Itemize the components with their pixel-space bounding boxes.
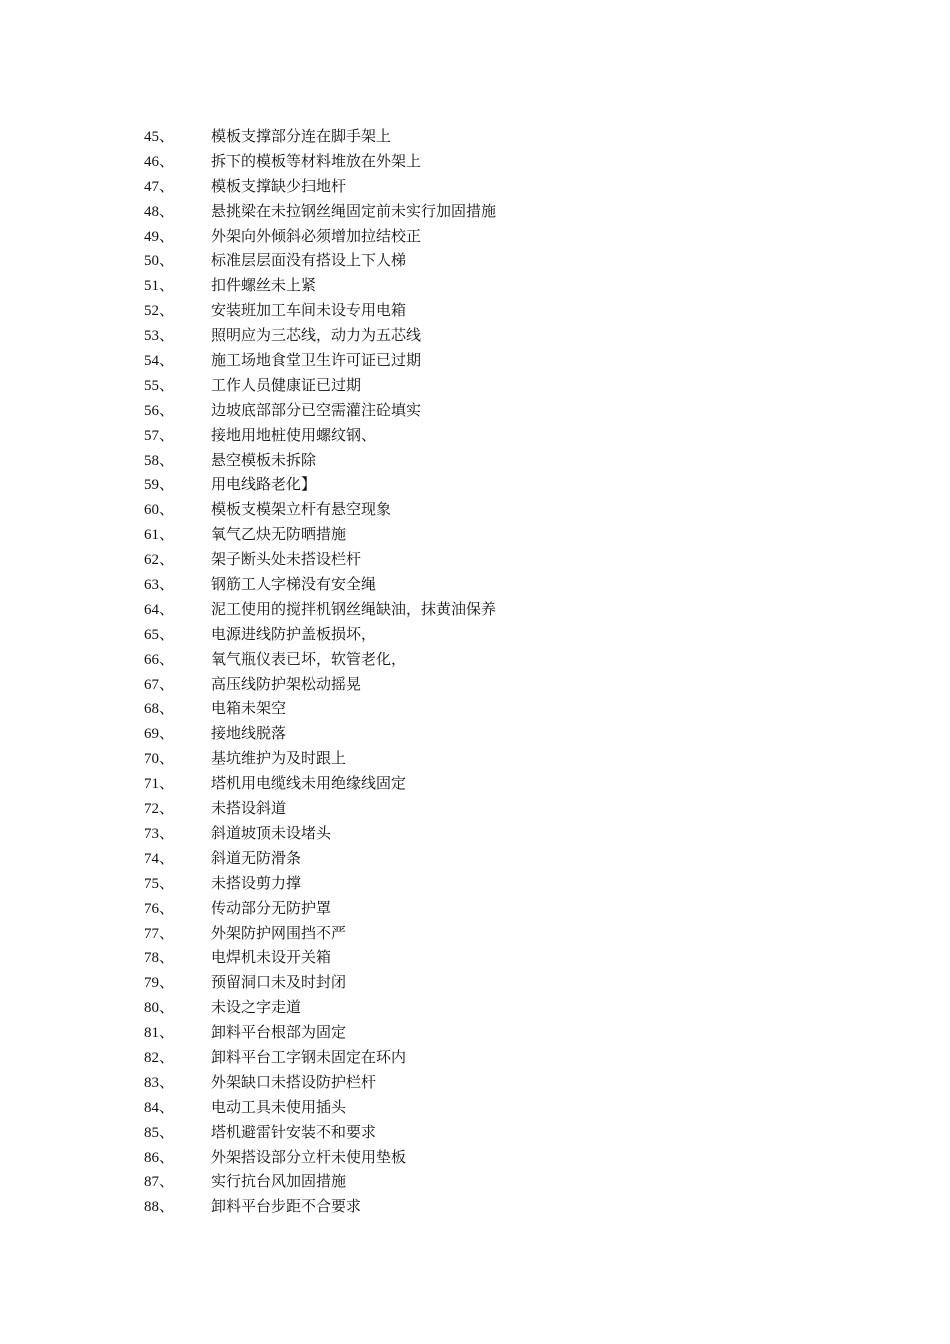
item-number: 83、: [144, 1074, 175, 1091]
item-number: 86、: [144, 1149, 175, 1166]
item-text: 模板支撑缺少扫地杆: [211, 176, 347, 195]
item-number: 66、: [144, 651, 175, 668]
item-number: 73、: [144, 825, 175, 842]
item-text: 卸料平台工字钢未固定在环内: [211, 1047, 407, 1066]
item-text: 预留洞口未及时封闭: [211, 973, 347, 992]
item-text: 工作人员健康证已过期: [211, 375, 362, 394]
item-text: 实行抗台风加固措施: [211, 1172, 347, 1191]
item-number: 47、: [144, 178, 175, 195]
item-text: 架子断头处未搭设栏杆: [211, 550, 362, 569]
item-number: 67、: [144, 676, 175, 693]
item-text: 电源进线防护盖板损坏，: [211, 624, 377, 643]
item-text: 泥工使用的搅拌机钢丝绳缺油，抹黄油保养: [211, 599, 497, 618]
list-item: [144, 821, 496, 846]
item-text: 外架向外倾斜必须增加拉结校正: [211, 226, 422, 245]
list-item: [144, 622, 496, 647]
list-item: [144, 1145, 496, 1170]
item-text: 基坑维护为及时跟上: [211, 749, 347, 768]
list-item: [144, 721, 496, 746]
item-text: 钢筋工人字梯没有安全绳: [211, 575, 377, 594]
item-number: 88、: [144, 1199, 175, 1216]
item-number: 51、: [144, 278, 175, 295]
list-item: [144, 373, 496, 398]
item-text: 外架防护网围挡不严: [211, 923, 347, 942]
item-text: 传动部分无防护罩: [211, 898, 332, 917]
list-item: [144, 547, 496, 572]
item-text: 扣件螺丝未上紧: [211, 276, 317, 295]
list-item: [144, 970, 496, 995]
list-item: [144, 995, 496, 1020]
item-text: 模板支模架立杆有悬空现象: [211, 500, 392, 519]
list-item: [144, 398, 496, 423]
item-number: 77、: [144, 925, 175, 942]
list-item: [144, 1194, 496, 1219]
item-number: 62、: [144, 552, 175, 569]
item-text: 斜道坡顶未设堵头: [211, 823, 332, 842]
item-text: 塔机用电缆线未用绝缘线固定: [211, 774, 407, 793]
item-number: 72、: [144, 801, 175, 818]
list-item: [144, 472, 496, 497]
list-item: [144, 896, 496, 921]
list-item: [144, 273, 496, 298]
item-number: 50、: [144, 253, 175, 270]
list-item: [144, 248, 496, 273]
item-text: 未搭设斜道: [211, 799, 287, 818]
item-number: 82、: [144, 1049, 175, 1066]
list-item: [144, 149, 496, 174]
item-number: 64、: [144, 601, 175, 618]
item-text: 外架搭设部分立杆未使用垫板: [211, 1147, 407, 1166]
item-text: 照明应为三芯线，动力为五芯线: [211, 326, 422, 345]
list-item: [144, 1070, 496, 1095]
item-number: 87、: [144, 1174, 175, 1191]
list-item: [144, 746, 496, 771]
item-number: 79、: [144, 975, 175, 992]
item-number: 71、: [144, 776, 175, 793]
item-text: 标准层层面没有搭设上下人梯: [211, 251, 407, 270]
item-text: 塔机避雷针安装不和要求: [211, 1122, 377, 1141]
list-item: [144, 448, 496, 473]
item-number: 49、: [144, 228, 175, 245]
item-text: 施工场地食堂卫生许可证已过期: [211, 351, 422, 370]
numbered-list: [144, 124, 496, 1219]
list-item: [144, 224, 496, 249]
list-item: [144, 174, 496, 199]
item-text: 悬空模板未拆除: [211, 450, 317, 469]
list-item: [144, 647, 496, 672]
list-item: [144, 597, 496, 622]
list-item: [144, 672, 496, 697]
item-text: 悬挑梁在未拉钢丝绳固定前未实行加固措施: [211, 201, 497, 220]
list-item: [144, 522, 496, 547]
item-text: 电箱未架空: [211, 699, 287, 718]
list-item: [144, 945, 496, 970]
list-item: [144, 323, 496, 348]
item-number: 56、: [144, 402, 175, 419]
list-item: [144, 1120, 496, 1145]
item-number: 80、: [144, 1000, 175, 1017]
list-item: [144, 1095, 496, 1120]
item-number: 81、: [144, 1025, 175, 1042]
item-text: 卸料平台根部为固定: [211, 1023, 347, 1042]
item-number: 68、: [144, 701, 175, 718]
item-number: 45、: [144, 129, 175, 145]
item-text: 未设之字走道: [211, 998, 302, 1017]
item-text: 高压线防护架松动摇晃: [211, 674, 362, 693]
item-number: 78、: [144, 950, 175, 967]
item-number: 60、: [144, 502, 175, 519]
list-item: [144, 1020, 496, 1045]
item-number: 63、: [144, 577, 175, 594]
item-number: 61、: [144, 527, 175, 544]
item-text: 模板支撑部分连在脚手架上: [211, 127, 392, 145]
item-number: 46、: [144, 153, 175, 170]
item-number: 76、: [144, 900, 175, 917]
item-number: 48、: [144, 203, 175, 220]
list-item: [144, 1169, 496, 1194]
item-text: 卸料平台步距不合要求: [211, 1197, 362, 1216]
item-text: 氧气瓶仪表已坏，软管老化，: [211, 649, 407, 668]
item-number: 59、: [144, 477, 175, 494]
item-text: 斜道无防滑条: [211, 848, 302, 867]
item-text: 外架缺口未搭设防护栏杆: [211, 1072, 377, 1091]
item-number: 53、: [144, 328, 175, 345]
item-number: 55、: [144, 377, 175, 394]
list-item: [144, 696, 496, 721]
item-text: 接地线脱落: [211, 724, 287, 743]
item-text: 电动工具未使用插头: [211, 1097, 347, 1116]
item-number: 65、: [144, 626, 175, 643]
list-item: [144, 1045, 496, 1070]
list-item: [144, 846, 496, 871]
item-number: 69、: [144, 726, 175, 743]
item-text: 电焊机未设开关箱: [211, 948, 332, 967]
item-text: 氧气乙炔无防晒措施: [211, 525, 347, 544]
item-text: 边坡底部部分已空需灌注砼填实: [211, 400, 422, 419]
list-item: [144, 199, 496, 224]
item-text: 拆下的模板等材料堆放在外架上: [211, 151, 422, 170]
list-item: [144, 423, 496, 448]
list-item: [144, 298, 496, 323]
item-number: 52、: [144, 303, 175, 320]
list-item: [144, 497, 496, 522]
item-text: 用电线路老化】: [211, 475, 317, 494]
item-number: 75、: [144, 875, 175, 892]
item-number: 58、: [144, 452, 175, 469]
list-item: [144, 124, 496, 149]
list-item: [144, 871, 496, 896]
item-text: 安装班加工车间未设专用电箱: [211, 301, 407, 320]
item-number: 84、: [144, 1099, 175, 1116]
list-item: [144, 572, 496, 597]
item-number: 70、: [144, 751, 175, 768]
item-text: 未搭设剪力撑: [211, 873, 302, 892]
list-item: [144, 771, 496, 796]
item-number: 54、: [144, 353, 175, 370]
item-number: 57、: [144, 427, 175, 444]
item-text: 接地用地桩使用螺纹钢、: [211, 425, 377, 444]
item-number: 74、: [144, 850, 175, 867]
list-item: [144, 348, 496, 373]
item-number: 85、: [144, 1124, 175, 1141]
list-item: [144, 921, 496, 946]
list-item: [144, 796, 496, 821]
